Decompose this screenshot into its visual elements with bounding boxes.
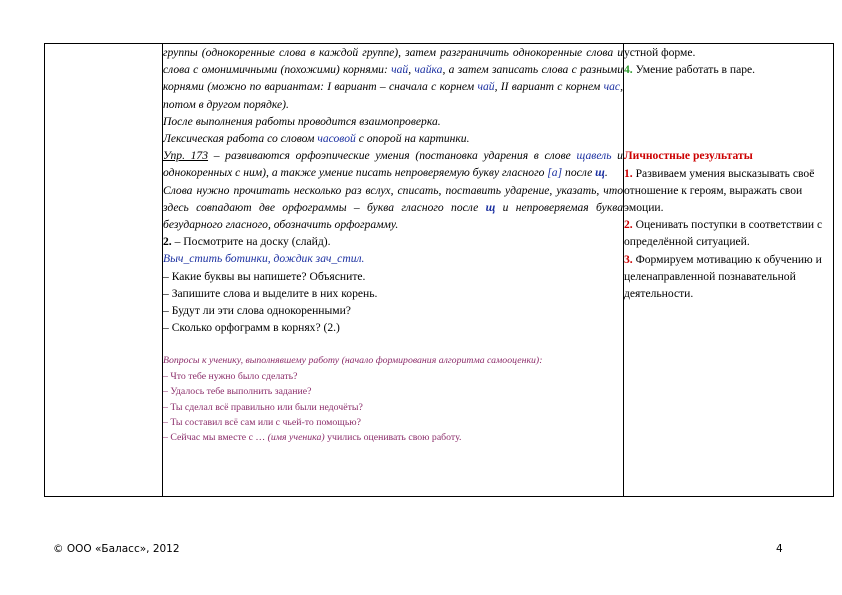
self-assessment-q1: – Что тебе нужно было сделать?: [163, 370, 298, 382]
question-orthograms: – Сколько орфограмм в корнях? (2.): [163, 321, 340, 335]
lesson-table: [44, 43, 834, 497]
self-assessment-q3: – Ты сделал всё правильно или были недочёты?: [163, 401, 363, 413]
self-assessment-intro: Вопросы к ученику, выполнявшему работу (начало формирования алгоритма самооценки):: [163, 355, 543, 367]
teacher-activity-cell: [163, 44, 624, 497]
question-cognate: – Будут ли эти слова однокоренными?: [163, 304, 351, 318]
paragraph-peer-check: После выполнения работы проводится взаимопроверка.: [163, 114, 441, 128]
personal-results-heading: Личностные результаты: [624, 149, 753, 163]
results-cell: [624, 44, 834, 497]
paragraph-slide: 2. – Посмотрите на доску (слайд).: [163, 235, 331, 249]
self-assessment-q4: – Ты составил всё сам или с чьей-то помощью?: [163, 417, 361, 429]
self-assessment-q2: – Удалось тебе выполнить задание?: [163, 386, 312, 398]
self-assessment-q5: – Сейчас мы вместе с … (имя ученика) учились оценивать свою работу.: [163, 432, 462, 444]
paragraph-lexical-work: Лексическая работа со словом часовой с опорой на картинки.: [163, 132, 470, 146]
result-pair-work: 4. Умение работать в паре.: [624, 63, 756, 77]
question-letters: – Какие буквы вы напишете? Объясните.: [163, 269, 366, 283]
paragraph-groups: группы (однокоренные слова в каждой группе), затем разграничить однокоренные слова и слова с омонимичными (похожими) корнями: чай, чайка, а затем записать слова с разными корнями (можно по вариантам: I вариант – сначала с корнем чай, II вариант с корнем час, потом в другом порядке).: [163, 46, 623, 111]
page-number: 4: [776, 543, 783, 555]
paragraph-instructions: Слова нужно прочитать несколько раз вслух, списать, поставить ударение, указать, что здесь совпадают две орфограммы – буква гласного после щ и непроверяемая буква безударного гласного, обозначить орфограмму.: [163, 183, 623, 232]
paragraph-example-words: Выч_стить ботинки, дождик зач_стил.: [163, 252, 365, 266]
paragraph-exercise: Упр. 173 – развиваются орфоэпические умения (постановка ударения в слове щавель и однокоренных с ним), а также умение писать непроверяемую букву гласного [а] после щ.: [163, 149, 623, 180]
result-oral-form: устной форме.: [624, 46, 696, 59]
stage-column-cell: [45, 44, 163, 497]
personal-result-3: 3. Формируем мотивацию к обучению и целенаправленной познавательной деятельности.: [624, 252, 822, 301]
personal-result-1: 1. Развиваем умения высказывать своё отношение к героям, выражать свои эмоции.: [624, 166, 815, 215]
personal-result-2: 2. Оценивать поступки в соответствии с определённой ситуацией.: [624, 218, 823, 249]
question-root: – Запишите слова и выделите в них корень.: [163, 286, 378, 300]
copyright-footer: © ООО «Баласс», 2012: [53, 543, 180, 555]
table-row: [45, 44, 834, 497]
